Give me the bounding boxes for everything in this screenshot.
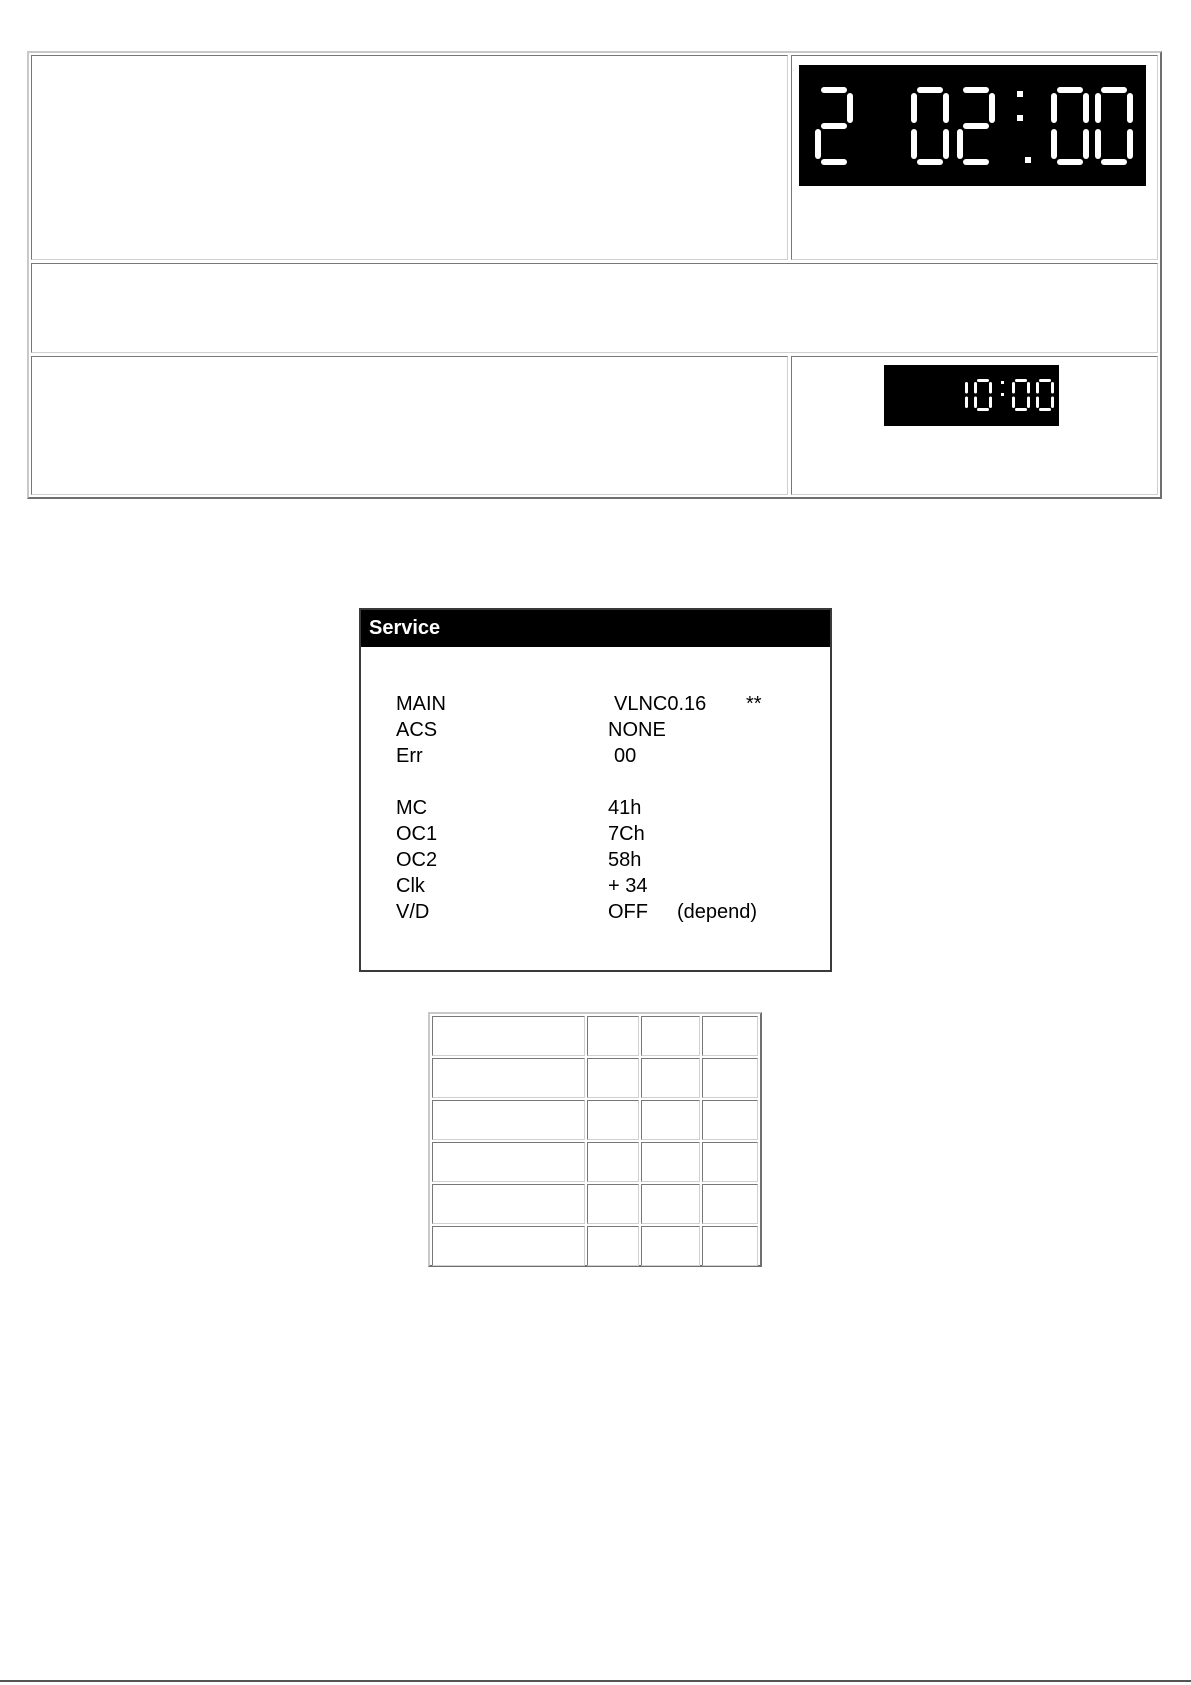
main-digit-5: [1051, 87, 1089, 165]
service-note: (depend): [677, 901, 758, 923]
colon-dot: [1017, 91, 1023, 97]
segment-e: [1095, 129, 1101, 159]
segment-g: [821, 123, 847, 129]
service-row-acs: [396, 717, 816, 743]
service-row-main: [396, 691, 816, 717]
grid-cell: [641, 1226, 700, 1266]
segment-a: [821, 87, 847, 93]
segment-b: [943, 93, 949, 123]
top-table: [27, 51, 1162, 499]
segment-f: [1012, 382, 1015, 394]
segment-b: [1127, 93, 1133, 123]
grid-cell: [702, 1100, 758, 1140]
segment-d: [963, 159, 989, 165]
segment-c: [1083, 129, 1089, 159]
segment-e: [1036, 397, 1039, 409]
segment-b: [989, 382, 992, 394]
segment-d: [917, 159, 943, 165]
top-table-cell-r3-left: [31, 356, 788, 495]
segment-c: [1027, 397, 1030, 409]
segment-d: [1015, 408, 1027, 411]
segment-e: [957, 129, 963, 159]
grid-cell: [702, 1058, 758, 1098]
service-value: 00: [614, 745, 637, 767]
segment-f: [911, 93, 917, 123]
segment-b: [989, 93, 995, 123]
service-key: V/D: [396, 901, 430, 923]
segment-e: [1012, 397, 1015, 409]
service-value: 7Ch: [608, 823, 645, 845]
main-display-digits: [799, 65, 1146, 186]
service-row-vd: [396, 899, 816, 925]
segment-b: [1051, 382, 1054, 394]
segment-e: [974, 397, 977, 409]
empty-grid-table: [428, 1012, 762, 1267]
grid-cell: [641, 1100, 700, 1140]
service-row-oc1: [396, 821, 816, 847]
segment-e: [911, 129, 917, 159]
segment-a: [963, 87, 989, 93]
small-display-digits: [884, 365, 1059, 426]
grid-cell: [432, 1226, 585, 1266]
service-key: ACS: [396, 719, 438, 741]
service-title: Service: [361, 610, 830, 647]
decimal-dot: [1025, 157, 1031, 163]
small-digit-4: [1036, 379, 1054, 411]
segment-d: [1039, 408, 1051, 411]
segment-a: [1057, 87, 1083, 93]
small-digit-1: [965, 382, 968, 408]
grid-cell: [587, 1142, 639, 1182]
segment-e: [1051, 129, 1057, 159]
grid-cell: [641, 1058, 700, 1098]
service-row-oc2: [396, 847, 816, 873]
segment-a: [1015, 379, 1027, 382]
top-table-cell-r1-left: [31, 55, 788, 260]
service-value: NONE: [608, 719, 666, 741]
grid-cell: [432, 1142, 585, 1182]
service-value: 41h: [608, 797, 642, 819]
segment-a: [977, 379, 989, 382]
segment-c: [1127, 129, 1133, 159]
segment-f: [974, 382, 977, 394]
segment-g: [963, 123, 989, 129]
main-seven-segment-display: [799, 65, 1146, 186]
service-key: Clk: [396, 875, 425, 897]
grid-cell: [702, 1226, 758, 1266]
segment-f: [1051, 93, 1057, 123]
segment-a: [917, 87, 943, 93]
service-value: 58h: [608, 849, 642, 871]
service-value: + 34: [608, 875, 648, 897]
segment-c: [1051, 397, 1054, 409]
small-digit-3: [1012, 379, 1030, 411]
service-key: OC2: [396, 849, 438, 871]
segment-d: [977, 408, 989, 411]
top-table-cell-r2: [31, 263, 1158, 353]
segment-c: [943, 129, 949, 159]
service-row-mc: [396, 795, 816, 821]
colon-dot: [1001, 393, 1004, 396]
small-digit-2: [974, 379, 992, 411]
segment-c: [965, 397, 968, 409]
grid-cell: [587, 1058, 639, 1098]
grid-cell: [641, 1142, 700, 1182]
segment-d: [1057, 159, 1083, 165]
grid-cell: [641, 1016, 700, 1056]
grid-cell: [432, 1184, 585, 1224]
segment-a: [1101, 87, 1127, 93]
grid-cell: [587, 1226, 639, 1266]
segment-b: [847, 93, 853, 123]
service-value: VLNC0.16: [614, 693, 707, 715]
segment-a: [1039, 379, 1051, 382]
service-panel: [359, 608, 832, 972]
grid-cell: [641, 1184, 700, 1224]
segment-b: [1083, 93, 1089, 123]
service-key: OC1: [396, 823, 438, 845]
service-key: MC: [396, 797, 428, 819]
service-value: OFF: [608, 901, 648, 923]
small-seven-segment-display: [884, 365, 1059, 426]
service-key: Err: [396, 745, 423, 767]
service-row-err: [396, 743, 816, 769]
colon-dot: [1017, 115, 1023, 121]
segment-f: [1036, 382, 1039, 394]
service-key: MAIN: [396, 693, 446, 715]
grid-cell: [587, 1016, 639, 1056]
grid-cell: [432, 1100, 585, 1140]
service-note: **: [746, 693, 762, 715]
grid-cell: [702, 1016, 758, 1056]
segment-e: [815, 129, 821, 159]
segment-c: [989, 397, 992, 409]
main-digit-1: [815, 87, 853, 165]
main-digit-4: [957, 87, 995, 165]
grid-cell: [432, 1058, 585, 1098]
segment-d: [821, 159, 847, 165]
segment-b: [1027, 382, 1030, 394]
segment-b: [965, 382, 968, 394]
segment-d: [1101, 159, 1127, 165]
service-row-clk: [396, 873, 816, 899]
grid-cell: [432, 1016, 585, 1056]
grid-cell: [587, 1100, 639, 1140]
page-bottom-rule: [0, 1680, 1191, 1682]
grid-cell: [702, 1142, 758, 1182]
main-digit-3: [911, 87, 949, 165]
grid-cell: [587, 1184, 639, 1224]
colon-dot: [1001, 381, 1004, 384]
main-digit-6: [1095, 87, 1133, 165]
segment-f: [1095, 93, 1101, 123]
grid-cell: [702, 1184, 758, 1224]
